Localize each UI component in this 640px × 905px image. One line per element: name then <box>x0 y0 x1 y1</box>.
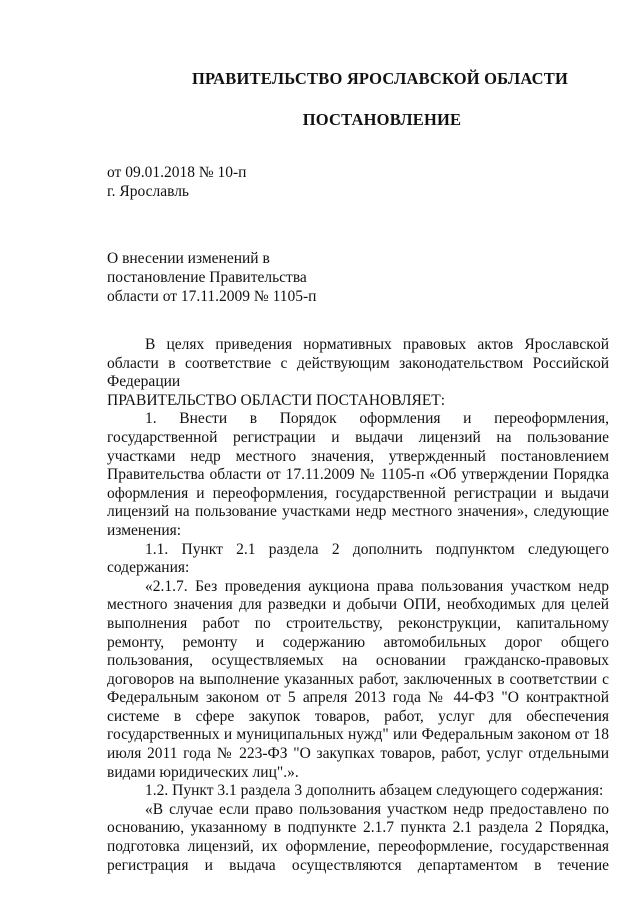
quote-3-1-paragraph: «В случае если право пользования участком недр предоставлено по основанию, указанному в подпункте 2.1.7 пункта 2.1 раздела 2 Порядка, подготовка лицензий, их оформление, переоформление, государственная регистрация и выдача осуществляются департаментом в течение <box>107 800 609 874</box>
preamble-paragraph: В целях приведения нормативных правовых актов Ярославской области в соответствие с действующим законодательством Российской Федерации <box>107 336 609 391</box>
document-type-title: ПОСТАНОВЛЕНИЕ <box>302 110 462 129</box>
item-1-paragraph: 1. Внести в Порядок оформления и переоформления, государственной регистрации и выдачи лицензий на пользование участками недр местного значения, утвержденный постановлением Правительства области от 17.11.2009 № 1105-п «Об утверждении Порядка оформления и переоформления, государственной регистрации и выдачи лицензий на пользование участками недр местного значения», следующие изменения: <box>107 410 609 539</box>
document-body <box>107 336 609 875</box>
quote-2-1-7-paragraph: «2.1.7. Без проведения аукциона права пользования участком недр местного значения для разведки и добычи ОПИ, необходимых для целей выполнения работ по строительству, реконструкции, капитальному ремонту, ремонту и содержанию автомобильных дорог общего пользования, осуществляемых на основании гражданско-правовых договоров на выполнение указанных работ, заключенных в соответствии с Федеральным законом от 5 апреля 2013 года № 44-ФЗ "О контрактной системе в сфере закупок товаров, работ, услуг для обеспечения государственных и муниципальных нужд" или Федеральным законом от 18 июля 2011 года № 223-ФЗ "О закупках товаров, работ, услуг отдельными видами юридических лиц".». <box>107 577 609 781</box>
government-title: ПРАВИТЕЛЬСТВО ЯРОСЛАВСКОЙ ОБЛАСТИ <box>191 69 569 88</box>
subject-line-1: О внесении изменений в <box>107 250 270 267</box>
date-number: от 09.01.2018 № 10-п <box>107 164 247 181</box>
item-1-1-paragraph: 1.1. Пункт 2.1 раздела 2 дополнить подпунктом следующего содержания: <box>107 540 609 577</box>
subject-line-3: области от 17.11.2009 № 1105-п <box>107 288 317 305</box>
city: г. Ярославль <box>107 183 189 200</box>
resolves-line: ПРАВИТЕЛЬСТВО ОБЛАСТИ ПОСТАНОВЛЯЕТ: <box>107 391 446 409</box>
document-subject <box>107 249 387 306</box>
subject-line-2: постановление Правительства <box>107 269 307 286</box>
item-1-2-paragraph: 1.2. Пункт 3.1 раздела 3 дополнить абзацем следующего содержания: <box>145 782 604 800</box>
